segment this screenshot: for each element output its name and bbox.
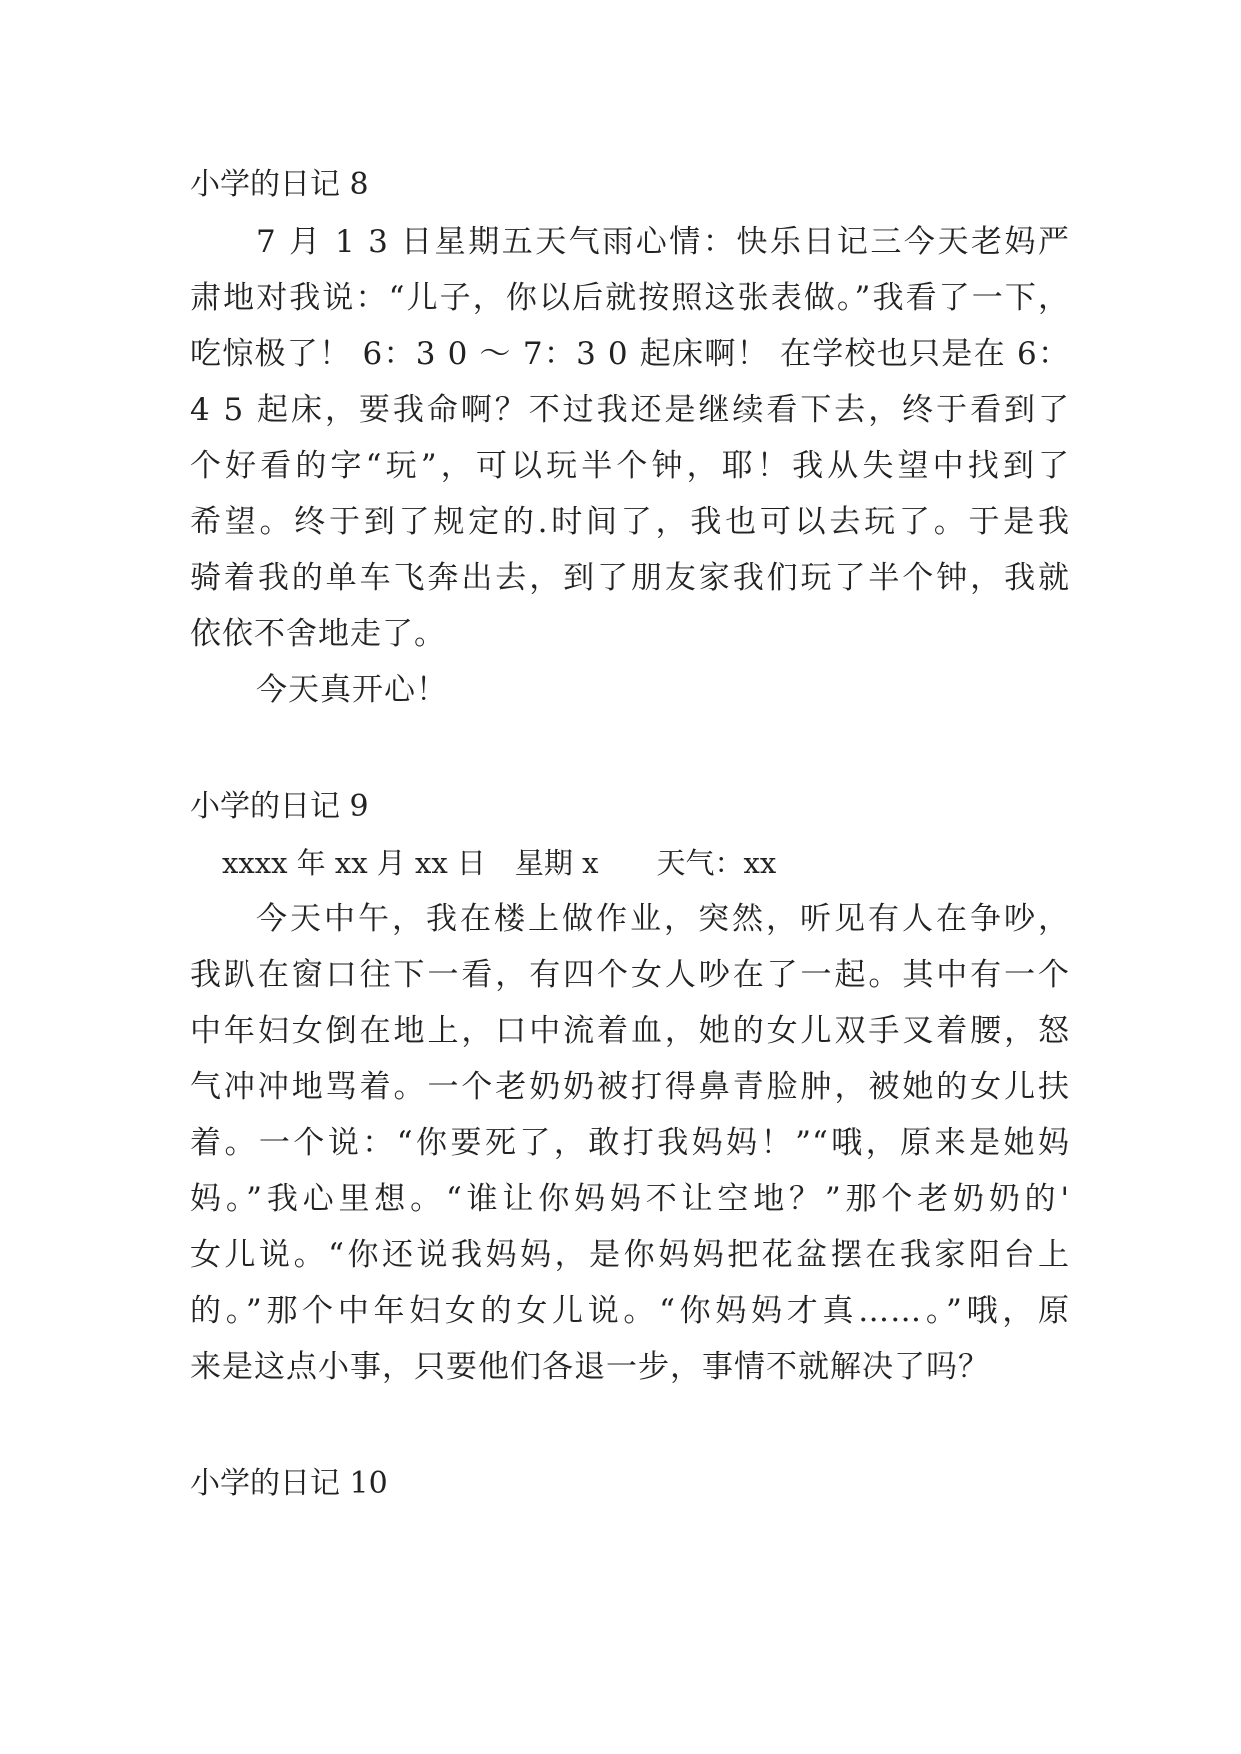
paragraph-line: 的。”那个中年妇女的女儿说。“你妈妈才真……。”哦，原 xyxy=(190,1293,1070,1329)
paragraph-line: 骑着我的单车飞奔出去，到了朋友家我们玩了半个钟，我就 xyxy=(190,560,1070,596)
entry-title: 小学的日记 8 xyxy=(190,167,369,202)
paragraph-line: 气冲冲地骂着。一个老奶奶被打得鼻青脸肿，被她的女儿扶 xyxy=(190,1069,1070,1105)
paragraph-line: 依依不舍地走了。 xyxy=(190,616,446,652)
paragraph-line: 个好看的字“玩”，可以玩半个钟，耶！我从失望中找到了 xyxy=(190,448,1070,484)
paragraph-line: 着。一个说：“你要死了，敢打我妈妈！”“哦，原来是她妈 xyxy=(190,1125,1070,1161)
entry-title: 小学的日记 9 xyxy=(190,789,369,824)
paragraph-line: 中年妇女倒在地上，口中流着血，她的女儿双手叉着腰，怒 xyxy=(190,1013,1070,1049)
paragraph-line: 吃惊极了！ 6：3 0 ～ 7：3 0 起床啊！ 在学校也只是在 6： xyxy=(190,336,1070,372)
paragraph-line: 今天真开心！ xyxy=(256,672,448,708)
entry-title: 小学的日记 10 xyxy=(190,1466,388,1501)
paragraph-line: 女儿说。“你还说我妈妈，是你妈妈把花盆摆在我家阳台上 xyxy=(190,1237,1070,1273)
paragraph-line: 来是这点小事，只要他们各退一步，事情不就解决了吗？ xyxy=(190,1349,990,1385)
paragraph-line: 4 5 起床，要我命啊？不过我还是继续看下去，终于看到了 xyxy=(190,392,1070,428)
paragraph-line: 肃地对我说：“儿子，你以后就按照这张表做。”我看了一下， xyxy=(190,280,1070,316)
paragraph-line: 我趴在窗口往下一看，有四个女人吵在了一起。其中有一个 xyxy=(190,957,1070,993)
paragraph-line: 希望。终于到了规定的.时间了，我也可以去玩了。于是我 xyxy=(190,504,1070,540)
paragraph-line: 7 月 1 3 日星期五天气雨心情：快乐日记三今天老妈严 xyxy=(256,224,1070,260)
paragraph-line: 今天中午，我在楼上做作业，突然，听见有人在争吵， xyxy=(256,901,1070,937)
paragraph-line: 妈。”我心里想。“谁让你妈妈不让空地？”那个老奶奶的' xyxy=(190,1181,1070,1217)
entry-meta: xxxx 年 xx 月 xx 日 星期 x 天气：xx xyxy=(222,846,777,880)
